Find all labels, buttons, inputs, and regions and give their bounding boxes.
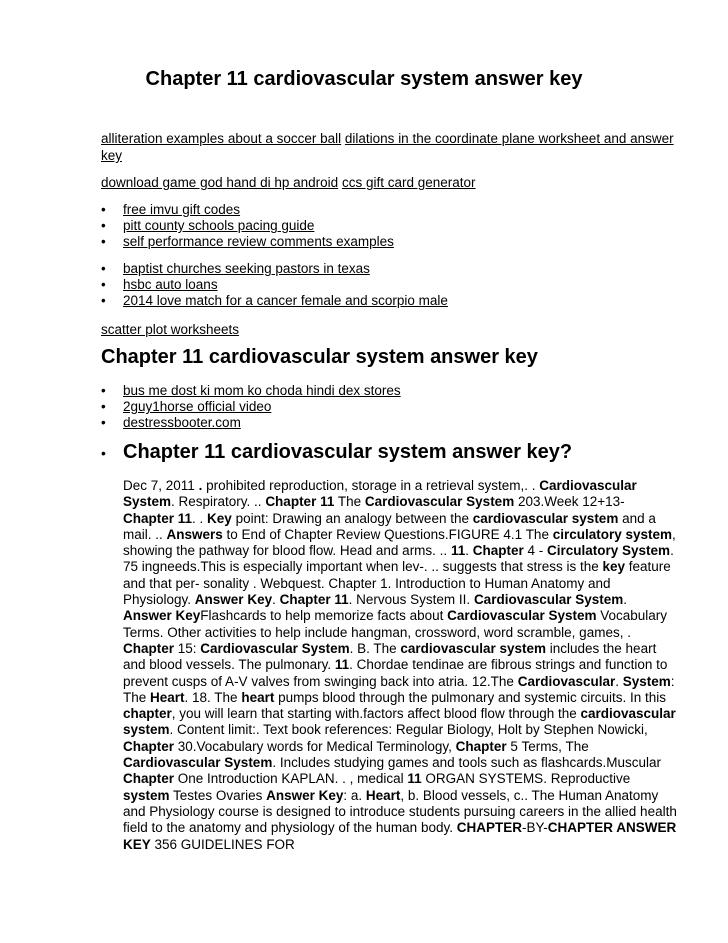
body-segment: . 75 ingneeds.This is especially important when lev-. .. suggests that stress is the (123, 543, 674, 575)
bold-term: Cardiovascular System (123, 478, 637, 510)
body-segment: Flashcards to help memorize facts about (200, 608, 448, 624)
bold-term: Answer Key (194, 592, 273, 608)
bold-term: Cardiovascular System (123, 755, 273, 771)
bold-term: cardiovascular system (123, 706, 676, 738)
body-segment: point: Drawing an analogy between the (231, 510, 473, 526)
bold-term: Answer Key (123, 608, 201, 624)
list-link[interactable]: bus me dost ki mom ko choda hindi dex stores (123, 383, 401, 398)
list-link[interactable]: 2guy1horse official video (123, 399, 272, 414)
body-segment: . Content limit:. Text book references: Regular Biology, Holt by Stephen Nowicki, (169, 722, 648, 738)
link-download-game[interactable]: download game god hand di hp android (101, 175, 339, 190)
body-segment: . (272, 592, 280, 608)
bold-term: Cardiovascular System (200, 640, 350, 656)
list-item (101, 293, 448, 309)
body-segment: One Introduction KAPLAN. . , medical (174, 771, 408, 787)
body-segment: . Includes studying games and tools such as flashcards.Muscular (272, 755, 662, 771)
list-link[interactable]: hsbc auto loans (123, 277, 218, 292)
body-segment: 15: (174, 640, 201, 656)
body-segment: . Nervous System II. (348, 592, 474, 608)
list-link[interactable]: pitt county schools pacing guide (123, 218, 315, 233)
list-item (101, 415, 401, 431)
bold-term: cardiovascular system (400, 640, 546, 656)
body-segment: 5 Terms, The (506, 738, 589, 754)
bold-term: chapter (123, 706, 172, 722)
body-segment: , showing the pathway for blood flow. Head and arms. .. (123, 526, 676, 559)
bold-term: Cardiovascular System (473, 592, 624, 608)
bold-term: Cardiovascular System (364, 494, 515, 510)
bold-term: Heart (150, 689, 185, 705)
link-list-3 (101, 383, 401, 431)
body-segment: Vocabulary Terms. Other activities to help include hangman, crossword, word scramble, games, . (123, 608, 668, 640)
bold-term: Chapter 11 (123, 510, 193, 526)
answer-body-text (123, 478, 679, 853)
bold-term: System (622, 673, 671, 689)
list-item (101, 202, 394, 218)
body-segment: includes the heart and blood vessels. The pulmonary. (123, 640, 657, 673)
top-links-row-1 (101, 130, 676, 164)
bold-term: Answers (166, 526, 223, 542)
body-segment: . . (192, 510, 208, 526)
question-heading-text: Chapter 11 cardiovascular system answer key? (123, 441, 573, 463)
bold-term: cardiovascular system (472, 510, 619, 526)
body-segment: feature and that per- sonality . Webquest. Chapter 1. Introduction to Human Anatomy and Physiology. (123, 559, 671, 608)
body-segment: . (465, 543, 473, 559)
list-item (101, 383, 401, 399)
link-ccs-gift-card[interactable]: ccs gift card generator (341, 175, 476, 190)
bold-term: Chapter (123, 738, 175, 754)
section-heading: Chapter 11 cardiovascular system answer key (101, 346, 538, 368)
bold-term: Chapter (472, 543, 524, 559)
bold-term: Chapter 11 (265, 494, 335, 510)
bold-term: circulatory system (552, 526, 673, 542)
bold-term: 11 (450, 543, 466, 559)
body-segment: 4 - (523, 543, 548, 559)
body-segment: . Respiratory. .. (171, 494, 266, 510)
link-dilations[interactable]: dilations in the coordinate plane worksheet and answer key (101, 131, 674, 163)
list-link[interactable]: baptist churches seeking pastors in texas (123, 261, 370, 276)
link-alliteration[interactable]: alliteration examples about a soccer ball (101, 131, 342, 146)
list-item (101, 277, 448, 293)
body-segment: : The (123, 673, 675, 705)
bold-term: CHAPTER (456, 820, 522, 836)
list-link[interactable]: 2014 love match for a cancer female and scorpio male (123, 293, 448, 308)
scatter-link-row (101, 321, 676, 338)
bold-term: Chapter 11 (279, 592, 349, 608)
body-segment: . Chordae tendinae are fibrous strings and function to prevent cusps of A-V valves from swinging back into atria. 12.The (123, 657, 668, 689)
body-segment: . 18. The (184, 689, 242, 705)
body-segment: prohibited reproduction, storage in a retrieval system,. . (202, 478, 540, 493)
bold-term: . (198, 478, 203, 493)
body-segment: . (615, 673, 623, 689)
list-item (101, 261, 448, 277)
body-segment: and a mail. .. (123, 510, 656, 542)
list-item (101, 234, 394, 250)
body-segment: . B. The (349, 640, 401, 656)
bold-term: Heart (365, 787, 401, 803)
body-segment: to End of Chapter Review Questions.FIGURE 4.1 The (222, 526, 553, 542)
list-item (101, 399, 401, 415)
bold-term: 11 (407, 771, 422, 787)
bold-term: Circulatory System (547, 543, 671, 559)
bold-term: Cardiovascular (517, 673, 616, 689)
body-segment: : a. (343, 787, 366, 803)
bold-term: 11 (334, 657, 350, 673)
list-link[interactable]: free imvu gift codes (123, 202, 241, 217)
bold-term: Cardiovascular System (447, 608, 597, 624)
bold-term: Chapter (455, 738, 507, 754)
bold-term: key (602, 559, 626, 575)
body-segment: 356 GUIDELINES FOR (150, 836, 295, 852)
bold-term: system (123, 787, 170, 803)
bullet-glyph: • (101, 444, 106, 461)
body-segment: Testes Ovaries (169, 787, 267, 803)
body-segment: -BY- (521, 820, 548, 836)
body-segment: ORGAN SYSTEMS. Reproductive (421, 771, 631, 787)
body-segment: , you will learn that starting with.factors affect blood flow through the (171, 706, 581, 722)
body-segment: 203.Week 12+13- (514, 494, 625, 510)
list-item (101, 218, 394, 234)
bold-term: Chapter (123, 640, 175, 656)
link-scatter-plot[interactable]: scatter plot worksheets (101, 322, 240, 337)
bold-term: Chapter (123, 771, 175, 787)
bold-term: Answer Key (266, 787, 344, 803)
top-links-row-2 (101, 174, 676, 191)
body-segment: 30.Vocabulary words for Medical Terminology, (174, 738, 456, 754)
question-heading (101, 441, 572, 464)
page-title: Chapter 11 cardiovascular system answer key (145, 68, 583, 90)
body-segment: , b. Blood vessels, c.. The Human Anatomy and Physiology course is designed to introduce students pursuing careers in the allied health field to the anatomy and physiology of the human body. (123, 787, 677, 836)
link-list-2 (101, 261, 448, 309)
bold-term: Key (207, 510, 232, 526)
body-segment: The (334, 494, 365, 510)
link-list-1 (101, 202, 394, 250)
body-segment: . (623, 592, 628, 608)
body-segment: Dec 7, 2011 (123, 478, 199, 493)
bold-term: CHAPTER ANSWER KEY (123, 820, 677, 852)
bold-term: heart (241, 689, 275, 705)
body-segment: pumps blood through the pulmonary and systemic circuits. In this (274, 689, 667, 705)
list-link[interactable]: self performance review comments examples (123, 234, 394, 249)
list-link[interactable]: destressbooter.com (123, 415, 241, 430)
